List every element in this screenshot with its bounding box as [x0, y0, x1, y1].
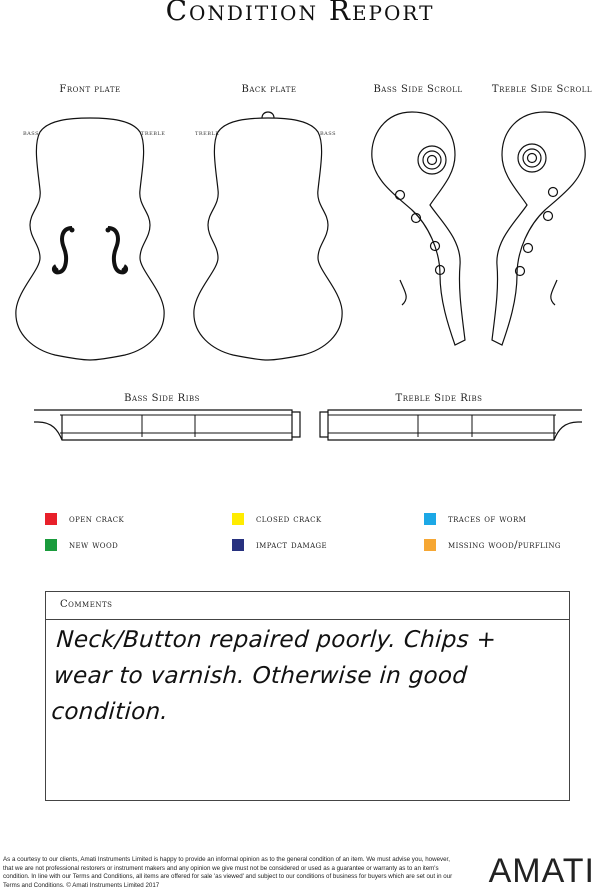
open-crack-swatch [45, 513, 57, 525]
legend-label: new wood [69, 539, 119, 551]
treble-side-scroll-label: Treble Side Scroll [491, 84, 593, 95]
legend-label: traces of worm [448, 513, 527, 525]
traces-of-worm-swatch [424, 513, 436, 525]
impact-damage-swatch [232, 539, 244, 551]
closed-crack-swatch [232, 513, 244, 525]
legend-impact-damage [232, 539, 327, 551]
back-plate-label: Back plate [241, 84, 297, 95]
legend-missing-wood [424, 539, 561, 551]
treble-side-ribs-label: Treble Side Ribs [395, 393, 483, 404]
bass-side-scroll-label: Bass Side Scroll [373, 84, 463, 95]
legend-label: closed crack [256, 513, 322, 525]
missing-wood-swatch [424, 539, 436, 551]
front-plate-label: Front plate [59, 84, 121, 95]
page-title: Condition Report [165, 0, 435, 27]
bass-side-ribs-label: Bass Side Ribs [124, 393, 200, 404]
front-bass-label: bass [23, 129, 40, 137]
legend-closed-crack [232, 513, 322, 525]
back-bass-label: bass [320, 129, 337, 137]
legend-traces-of-worm [424, 513, 526, 525]
legend-open-crack [45, 513, 124, 525]
legend-label: impact damage [256, 539, 328, 551]
comments-box [45, 591, 570, 801]
new-wood-swatch [45, 539, 57, 551]
front-treble-label: treble [141, 129, 166, 137]
legend-label: open crack [69, 513, 125, 525]
back-treble-label: treble [195, 129, 220, 137]
legend-new-wood [45, 539, 118, 551]
comments-header: Comments [46, 592, 569, 620]
legend-label: missing wood/purfling [448, 539, 561, 551]
amati-logo: AMATI [488, 852, 595, 890]
disclaimer-text: As a courtesy to our clients, Amati Instruments Limited is happy to provide an informal opinion as to the general condition of an item. We must advise you, however, that we are not professional restorers or instrument makers and any opinion we give must not be considered or used as a guarantee or warranty as to an item's condition. In line with our Terms and Conditions, all items are offered for sale 'as viewed' and subject to our conditions of business for buyers which are set out in our Terms and Conditions. © Amati Instruments Limited 2017 [3, 856, 453, 889]
comment-line-2: wear to varnish. Otherwise in good condition. [50, 663, 469, 725]
comment-line-1: Neck/Button repaired poorly. Chips + [55, 627, 498, 653]
handwritten-comments [50, 622, 578, 730]
